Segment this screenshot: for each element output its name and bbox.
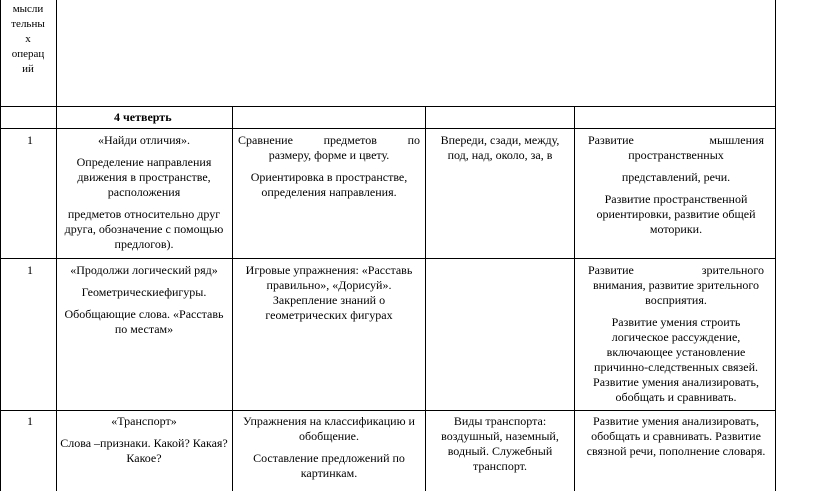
development-text: Развитие мышления	[588, 133, 764, 147]
content-text: Упражнения на классификацию и обобщение.	[243, 414, 415, 443]
development-text: Развитие умения строить логическое рассуждение, включающее установление причинно-следственных связей. Развитие умения анализировать, обобщать и сравнивать.	[593, 315, 759, 404]
development-text: представлений, речи.	[621, 170, 731, 184]
vocabulary-cell	[430, 133, 570, 163]
development-text: Развитие зрительного	[588, 263, 764, 277]
activity-text: предметов относительно друг друга, обозначение с помощью предлогов).	[64, 207, 224, 251]
development-text: внимания, развитие зрительного восприятия.	[592, 278, 760, 307]
vocabulary-text: Впереди, сзади, между, под, над, около, за, в	[440, 133, 560, 162]
activity-title: «Найди отличия».	[97, 133, 191, 147]
grid-line	[0, 106, 776, 107]
header-line: х	[25, 33, 31, 45]
activity-text: Определение направления движения в пространстве, расположения	[76, 155, 212, 199]
row-number: 1	[27, 414, 33, 428]
content-text: Сравнение предметов по	[238, 133, 420, 147]
grid-line	[0, 410, 776, 411]
header-line: мысли	[12, 3, 44, 15]
grid-line	[574, 106, 575, 491]
content-text: Ориентировка в пространстве, определения направления.	[250, 170, 408, 199]
development-cell	[582, 414, 770, 459]
quarter-label: 4 четверть	[114, 110, 172, 124]
activity-text: Обобщающие слова. «Расставь по местам»	[64, 307, 224, 336]
content-text: Составление предложений по картинкам.	[253, 451, 405, 480]
activity-cell	[60, 133, 228, 252]
development-text: Развитие пространственной ориентировки, развитие общей моторики.	[596, 192, 756, 236]
vocabulary-text: Виды транспорта: воздушный, наземный, водный. Служебный транспорт.	[441, 414, 559, 473]
grid-line	[56, 0, 57, 491]
header-line: ий	[22, 63, 34, 75]
grid-line	[0, 258, 776, 259]
activity-text: Геометрическиефигуры.	[81, 285, 207, 299]
header-cell	[2, 2, 54, 77]
development-text: Развитие умения анализировать, обобщать и сравнивать. Развитие связной речи, пополнение словаря.	[586, 414, 766, 458]
content-cell	[238, 414, 420, 481]
row-number: 1	[27, 263, 33, 277]
content-cell	[238, 263, 420, 323]
vocabulary-cell	[430, 414, 570, 474]
header-line: тельны	[11, 18, 45, 30]
development-cell	[588, 263, 764, 405]
development-text: пространственных	[628, 148, 724, 162]
activity-cell	[60, 263, 228, 337]
activity-text: Слова –признаки. Какой? Какая? Какое?	[60, 436, 228, 465]
grid-line	[0, 0, 1, 491]
content-cell	[238, 133, 420, 200]
grid-line	[0, 128, 776, 129]
development-cell	[588, 133, 764, 237]
activity-title: «Продолжи логический ряд»	[70, 263, 218, 277]
activity-cell	[60, 414, 228, 466]
grid-line	[775, 0, 776, 491]
header-line: операц	[11, 48, 45, 60]
grid-line	[232, 106, 233, 491]
content-text: Закрепление знаний о геометрических фигурах	[265, 293, 393, 322]
content-text: размеру, форме и цвету.	[268, 148, 390, 162]
row-number: 1	[27, 133, 33, 147]
content-text: Игровые упражнения: «Расставь правильно», «Дорисуй».	[245, 263, 413, 292]
activity-title: «Транспорт»	[111, 414, 177, 428]
grid-line	[425, 106, 426, 491]
